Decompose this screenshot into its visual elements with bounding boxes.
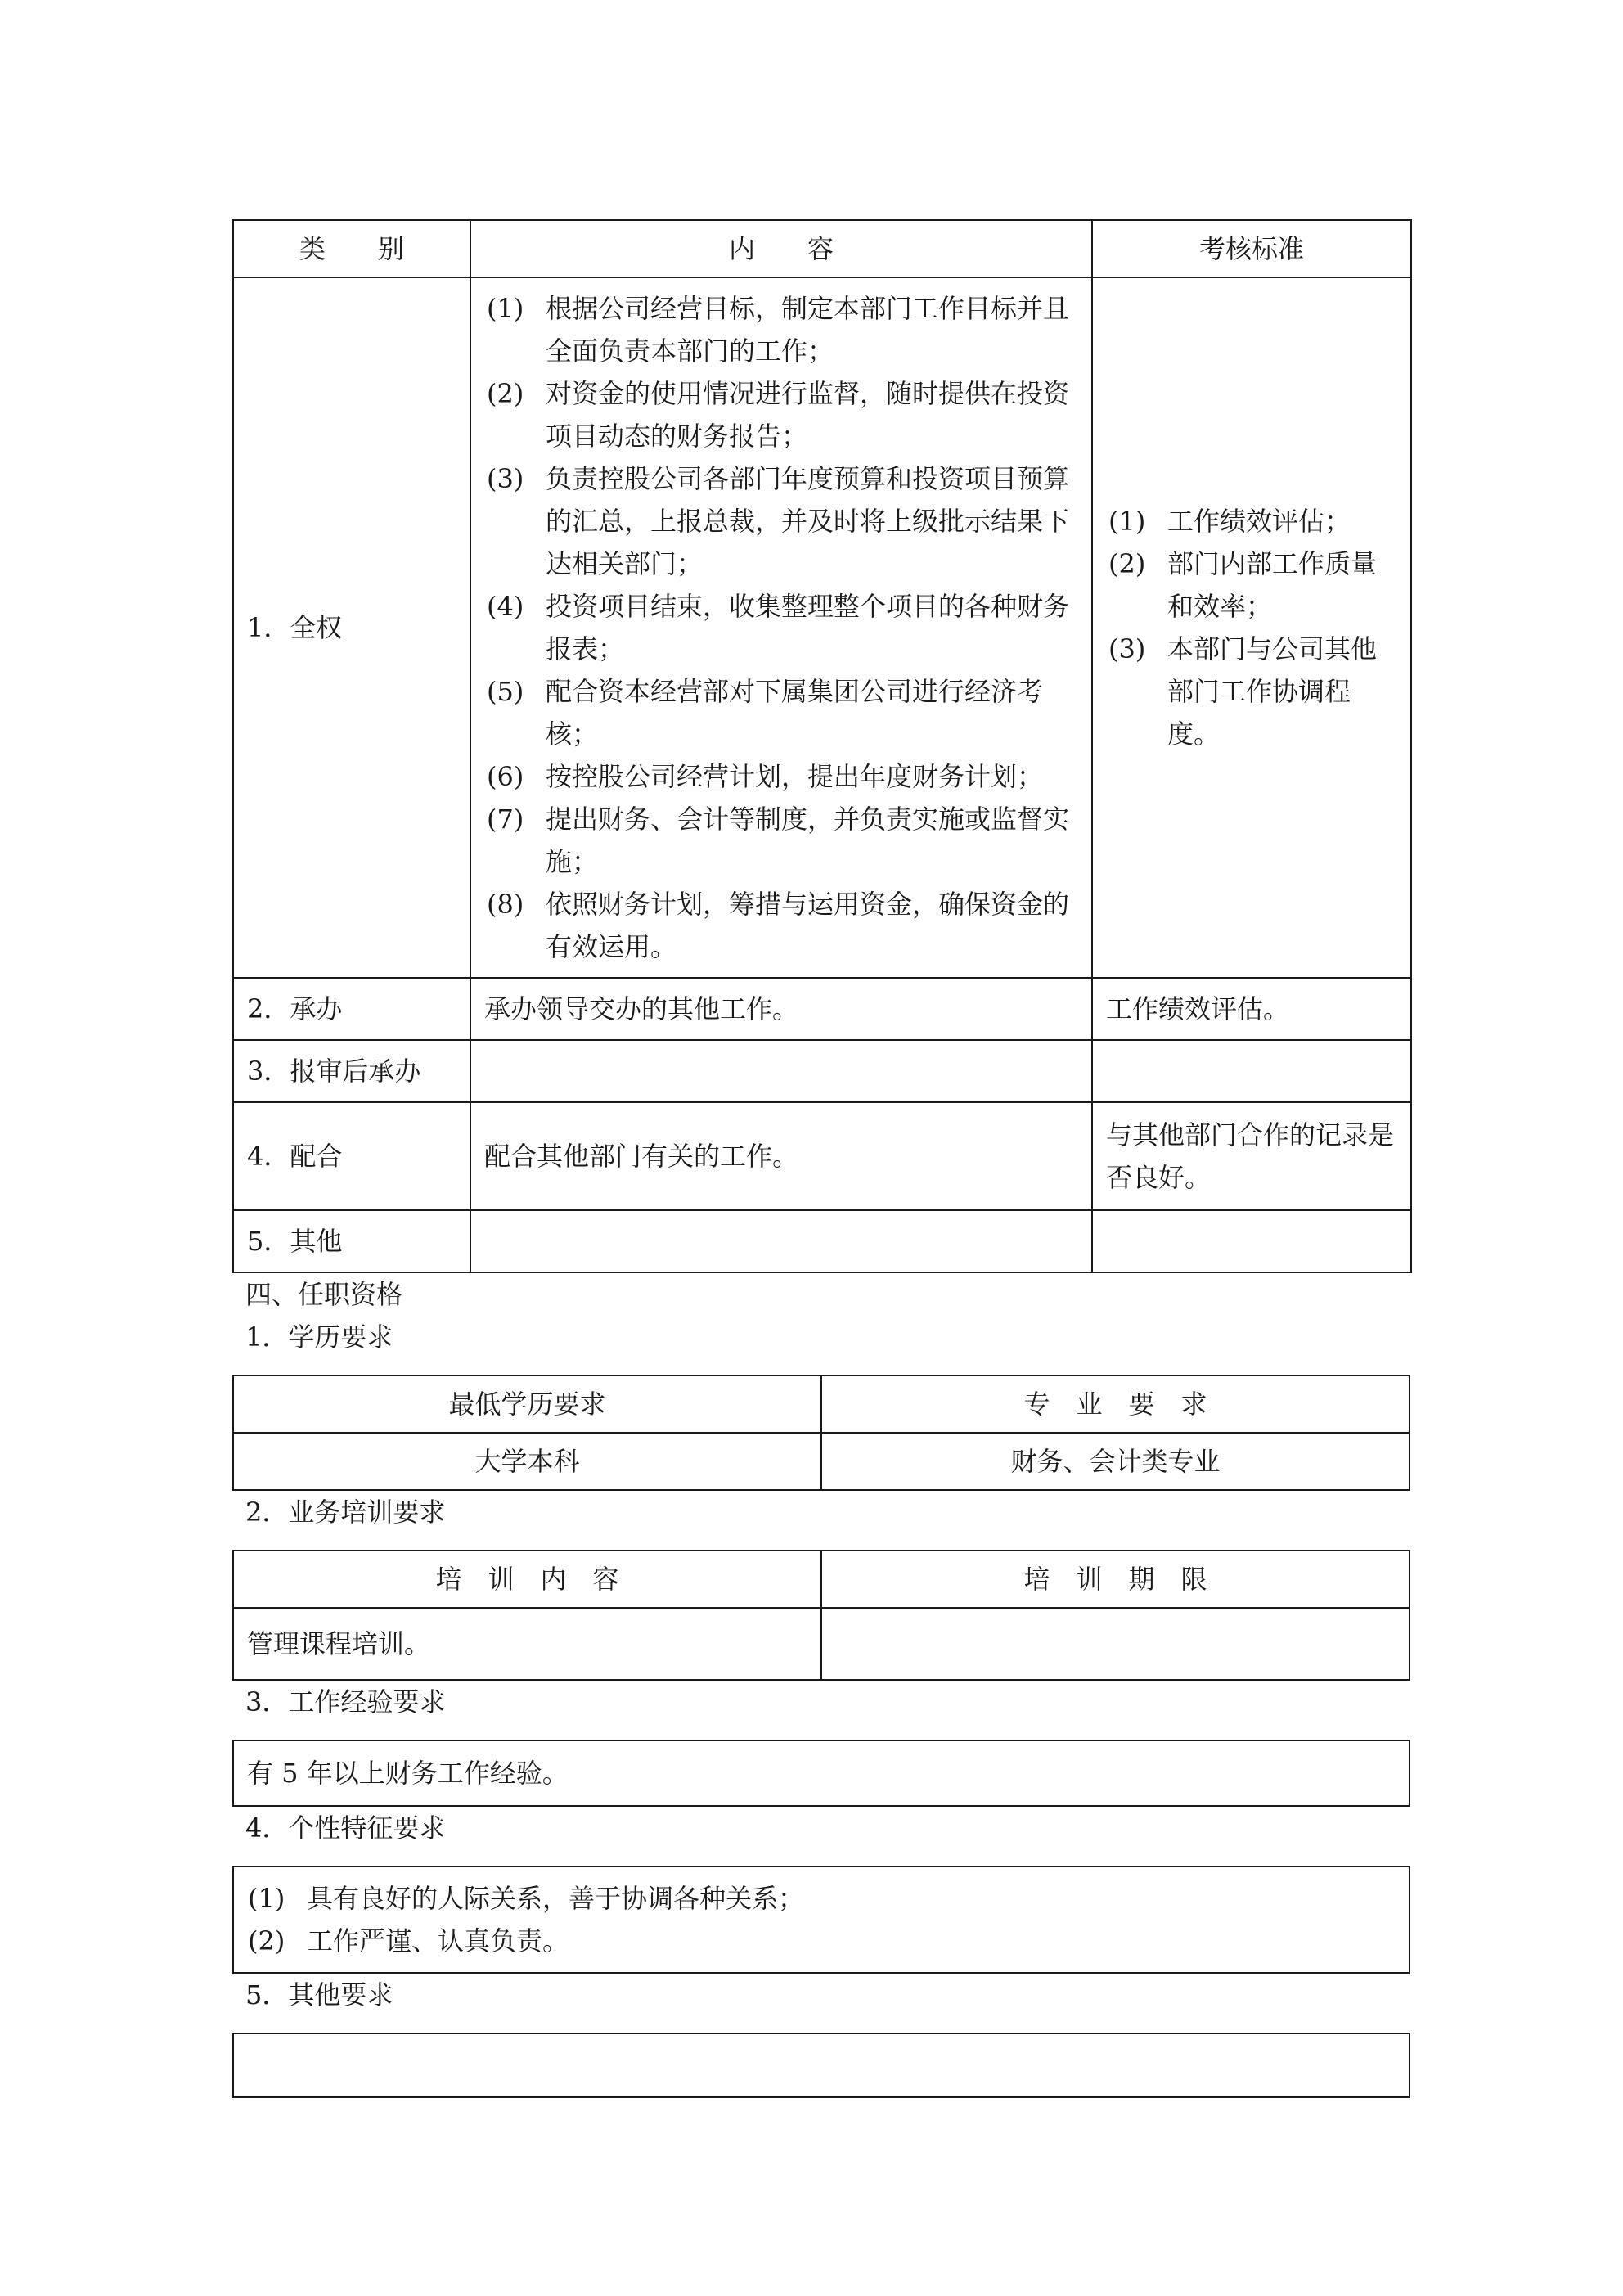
row-category: 1．全权 bbox=[233, 277, 470, 978]
row-standard: 工作绩效评估。 bbox=[1092, 978, 1411, 1040]
row-category: 4．配合 bbox=[233, 1102, 470, 1210]
section-title: 四、任职资格 bbox=[245, 1279, 403, 1310]
standard-list bbox=[1094, 492, 1409, 763]
row-content bbox=[470, 277, 1092, 978]
row-standard bbox=[1092, 1210, 1411, 1272]
other-text bbox=[233, 2033, 1409, 2097]
table-row bbox=[233, 1210, 1411, 1272]
experience-table bbox=[232, 1740, 1410, 1807]
row-content: 承办领导交办的其他工作。 bbox=[470, 978, 1092, 1040]
list-item: (8) 依照财务计划，筹措与运用资金，确保资金的有效运用。 bbox=[487, 889, 1070, 962]
list-item: (5) 配合资本经营部对下属集团公司进行经济考核； bbox=[487, 676, 1044, 750]
training-header-content: 培 训 内 容 bbox=[233, 1551, 821, 1608]
training-period bbox=[821, 1608, 1409, 1680]
header-category: 类 别 bbox=[233, 220, 470, 277]
education-header-degree: 最低学历要求 bbox=[233, 1375, 821, 1433]
row-category: 5．其他 bbox=[233, 1210, 470, 1272]
other-heading: 5．其他要求 bbox=[245, 1979, 393, 2010]
table-row bbox=[233, 1375, 1409, 1433]
row-content: 配合其他部门有关的工作。 bbox=[470, 1102, 1092, 1210]
training-content: 管理课程培训。 bbox=[233, 1608, 821, 1680]
row-category: 2．承办 bbox=[233, 978, 470, 1040]
document-page bbox=[232, 219, 1410, 2098]
list-item: (2) 工作严谨、认真负责。 bbox=[248, 1925, 569, 1956]
header-content: 内 容 bbox=[470, 220, 1092, 277]
list-item: (1) 工作绩效评估； bbox=[1108, 506, 1351, 537]
duty-table bbox=[232, 219, 1412, 1273]
list-item: (3) 本部门与公司其他部门工作协调程度。 bbox=[1108, 633, 1378, 750]
row-standard bbox=[1092, 1040, 1411, 1102]
list-item: (6) 按控股公司经营计划，提出年度财务计划； bbox=[487, 761, 1044, 792]
list-item: (7) 提出财务、会计等制度，并负责实施或监督实施； bbox=[487, 804, 1070, 877]
list-item: (4) 投资项目结束，收集整理整个项目的各种财务报表； bbox=[487, 591, 1070, 664]
table-row bbox=[233, 1866, 1409, 1973]
table-row bbox=[233, 2033, 1409, 2097]
training-table bbox=[232, 1550, 1410, 1681]
personality-list bbox=[235, 1871, 1408, 1969]
education-major: 财务、会计类专业 bbox=[821, 1433, 1409, 1490]
training-heading: 2．业务培训要求 bbox=[245, 1497, 446, 1528]
table-row bbox=[233, 1040, 1411, 1102]
table-row bbox=[233, 1102, 1411, 1210]
row-content bbox=[470, 1040, 1092, 1102]
row-standard: 与其他部门合作的记录是否良好。 bbox=[1092, 1102, 1411, 1210]
education-degree: 大学本科 bbox=[233, 1433, 821, 1490]
table-row bbox=[233, 1551, 1409, 1608]
table-row bbox=[233, 277, 1411, 978]
list-item: (3) 负责控股公司各部门年度预算和投资项目预算的汇总，上报总裁，并及时将上级批示结果下达相关部门； bbox=[487, 463, 1070, 579]
table-row bbox=[233, 1608, 1409, 1680]
header-standard: 考核标准 bbox=[1092, 220, 1411, 277]
table-row bbox=[233, 978, 1411, 1040]
education-table bbox=[232, 1375, 1410, 1491]
duty-table-header bbox=[233, 220, 1411, 277]
table-row bbox=[233, 1740, 1409, 1806]
row-category: 3．报审后承办 bbox=[233, 1040, 470, 1102]
list-item: (2) 部门内部工作质量和效率； bbox=[1108, 548, 1378, 622]
education-header-major: 专 业 要 求 bbox=[821, 1375, 1409, 1433]
experience-text: 有 5 年以上财务工作经验。 bbox=[233, 1740, 1409, 1806]
experience-heading: 3．工作经验要求 bbox=[245, 1686, 446, 1717]
training-header-period: 培 训 期 限 bbox=[821, 1551, 1409, 1608]
list-item: (1) 根据公司经营目标，制定本部门工作目标并且全面负责本部门的工作； bbox=[487, 293, 1070, 367]
list-item: (2) 对资金的使用情况进行监督，随时提供在投资项目动态的财务报告； bbox=[487, 378, 1070, 452]
personality-cell bbox=[233, 1866, 1409, 1973]
content-list bbox=[472, 279, 1090, 976]
education-heading: 1．学历要求 bbox=[245, 1321, 393, 1353]
row-content bbox=[470, 1210, 1092, 1272]
personality-heading: 4．个性特征要求 bbox=[245, 1812, 446, 1844]
row-standard bbox=[1092, 277, 1411, 978]
other-table bbox=[232, 2033, 1410, 2098]
list-item: (1) 具有良好的人际关系，善于协调各种关系； bbox=[248, 1883, 805, 1914]
table-row bbox=[233, 1433, 1409, 1490]
personality-table bbox=[232, 1866, 1410, 1974]
